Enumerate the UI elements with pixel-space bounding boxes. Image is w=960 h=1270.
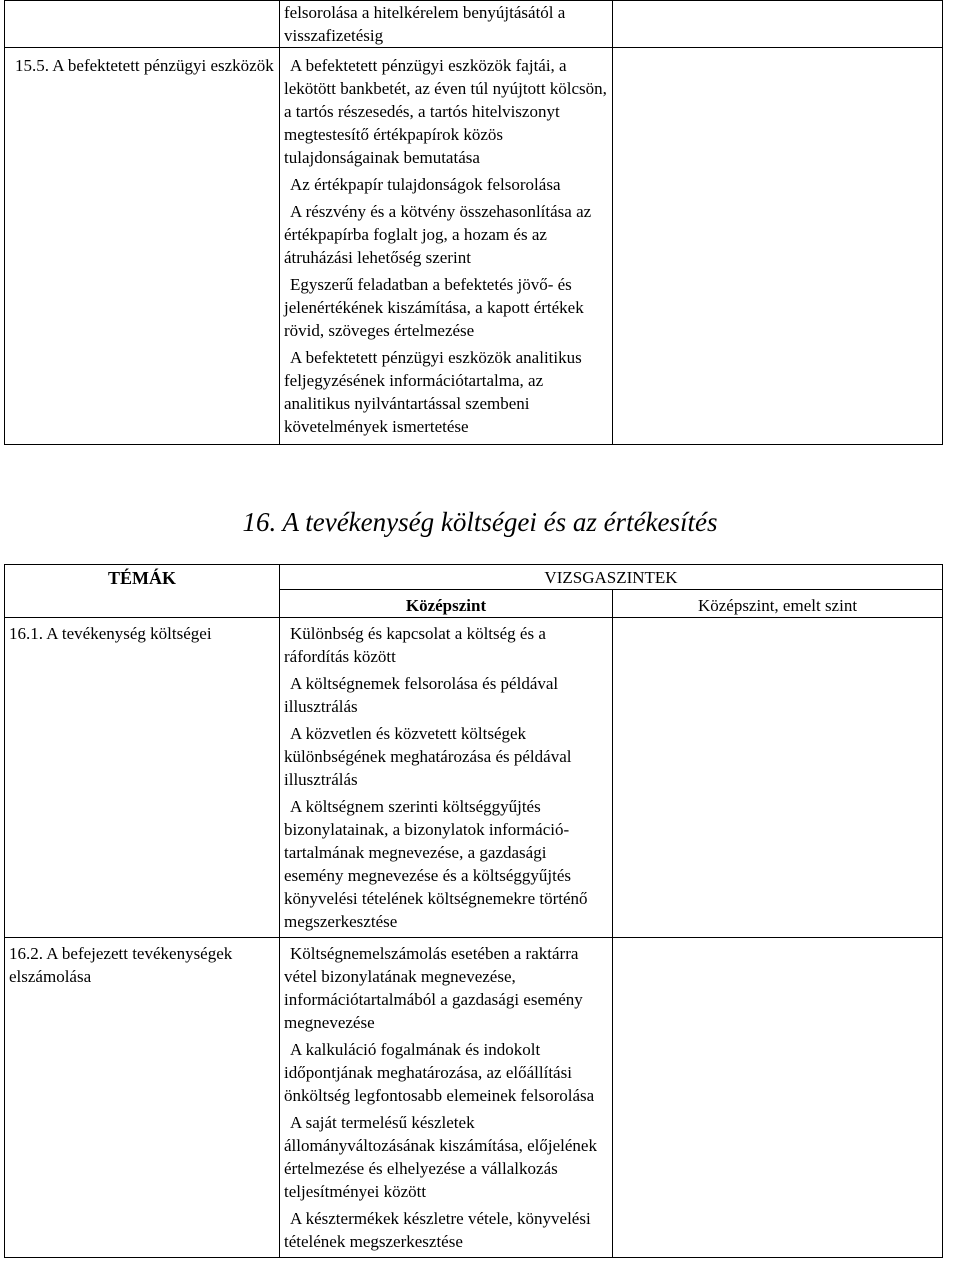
topic-label: 16.1. A tevékenység költségei [9,624,212,643]
mid-level-header [280,590,613,618]
table-row [5,938,943,1258]
list-item: Költségnemelszámolás esetében a raktárra vétel bizonylatának megnevezése, információtartalmából a gazdasági esemény megnevezése [284,944,583,1032]
topics-header-label: TÉMÁK [107,568,176,588]
list-item: Egyszerű feladatban a befektetés jövő- és jelenértékének kiszámítása, a kapott értékek rövid, szöveges értelmezése [284,275,584,340]
high-level-cell [613,48,943,445]
mid-high-level-header-label: Középszint, emelt szint [697,596,858,615]
table-row [5,1,943,48]
levels-header [280,565,943,590]
topics-table [4,564,943,1258]
mid-level-cell [280,618,613,938]
list-item: A kalkuláció fogalmának és indokolt időpontjának meghatározása, az előállítási önköltség legfontosabb elemeinek felsorolása [284,1040,595,1105]
topic-label: 15.5. A befektetett pénzügyi eszközök [15,56,274,75]
table-row [5,48,943,445]
topic-cell [5,48,280,445]
list-item: A költségnem szerinti költséggyűjtés bizonylatainak, a bizonylatok információ-tartalmának megnevezése, a gazdasági esemény megnevezése és a költséggyűjtés könyvelési tételének költségnemekre történő megszerkesztése [284,797,588,931]
topic-label: 16.2. A befejezett tevékenységek elszámolása [9,944,233,986]
high-level-cell [613,938,943,1258]
topics-header [5,565,280,618]
table-header-row [5,565,943,590]
topic-cell [5,938,280,1258]
high-level-cell [613,1,943,48]
list-item: A költségnemek felsorolása és példával illusztrálás [284,674,559,716]
topics-table-continued [4,0,943,445]
section-heading: 16. A tevékenység költségei és az értékesítés [242,507,718,537]
mid-level-cell [280,938,613,1258]
mid-level-cell [280,48,613,445]
list-item: A közvetlen és közvetett költségek különbségének meghatározása és példával illusztrálás [284,724,572,789]
topic-cell-empty [5,1,280,48]
levels-header-label: VIZSGASZINTEK [544,568,678,587]
list-item: Az értékpapír tulajdonságok felsorolása [290,175,561,194]
high-level-cell [613,618,943,938]
mid-level-header-label: Középszint [405,596,487,615]
mid-high-level-header [613,590,943,618]
mid-level-cell [280,1,613,48]
list-item: A késztermékek készletre vétele, könyvelési tételének megszerkesztése [284,1209,591,1251]
list-item: Különbség és kapcsolat a költség és a ráfordítás között [284,624,546,666]
list-item: A befektetett pénzügyi eszközök analitikus feljegyzésének információtartalma, az analitikus nyilvántartással szembeni követelmények ismertetése [284,348,582,436]
list-item: A saját termelésű készletek állományváltozásának kiszámítása, előjelének értelmezése és elhelyezése a vállalkozás teljesítményei között [284,1113,597,1201]
table-row [5,618,943,938]
topic-cell [5,618,280,938]
carry-over-text: felsorolása a hitelkérelem benyújtásától a visszafizetésig [284,3,566,45]
list-item: A részvény és a kötvény összehasonlítása az értékpapírba foglalt jog, a hozam és az átruházási lehetőség szerint [284,202,592,267]
list-item: A befektetett pénzügyi eszközök fajtái, a lekötött bankbetét, az éven túl nyújtott kölcsön, a tartós részesedés, a tartós hitelviszonyt megtestesítő értékpapírok közös tulajdonságainak bemutatása [284,56,607,167]
